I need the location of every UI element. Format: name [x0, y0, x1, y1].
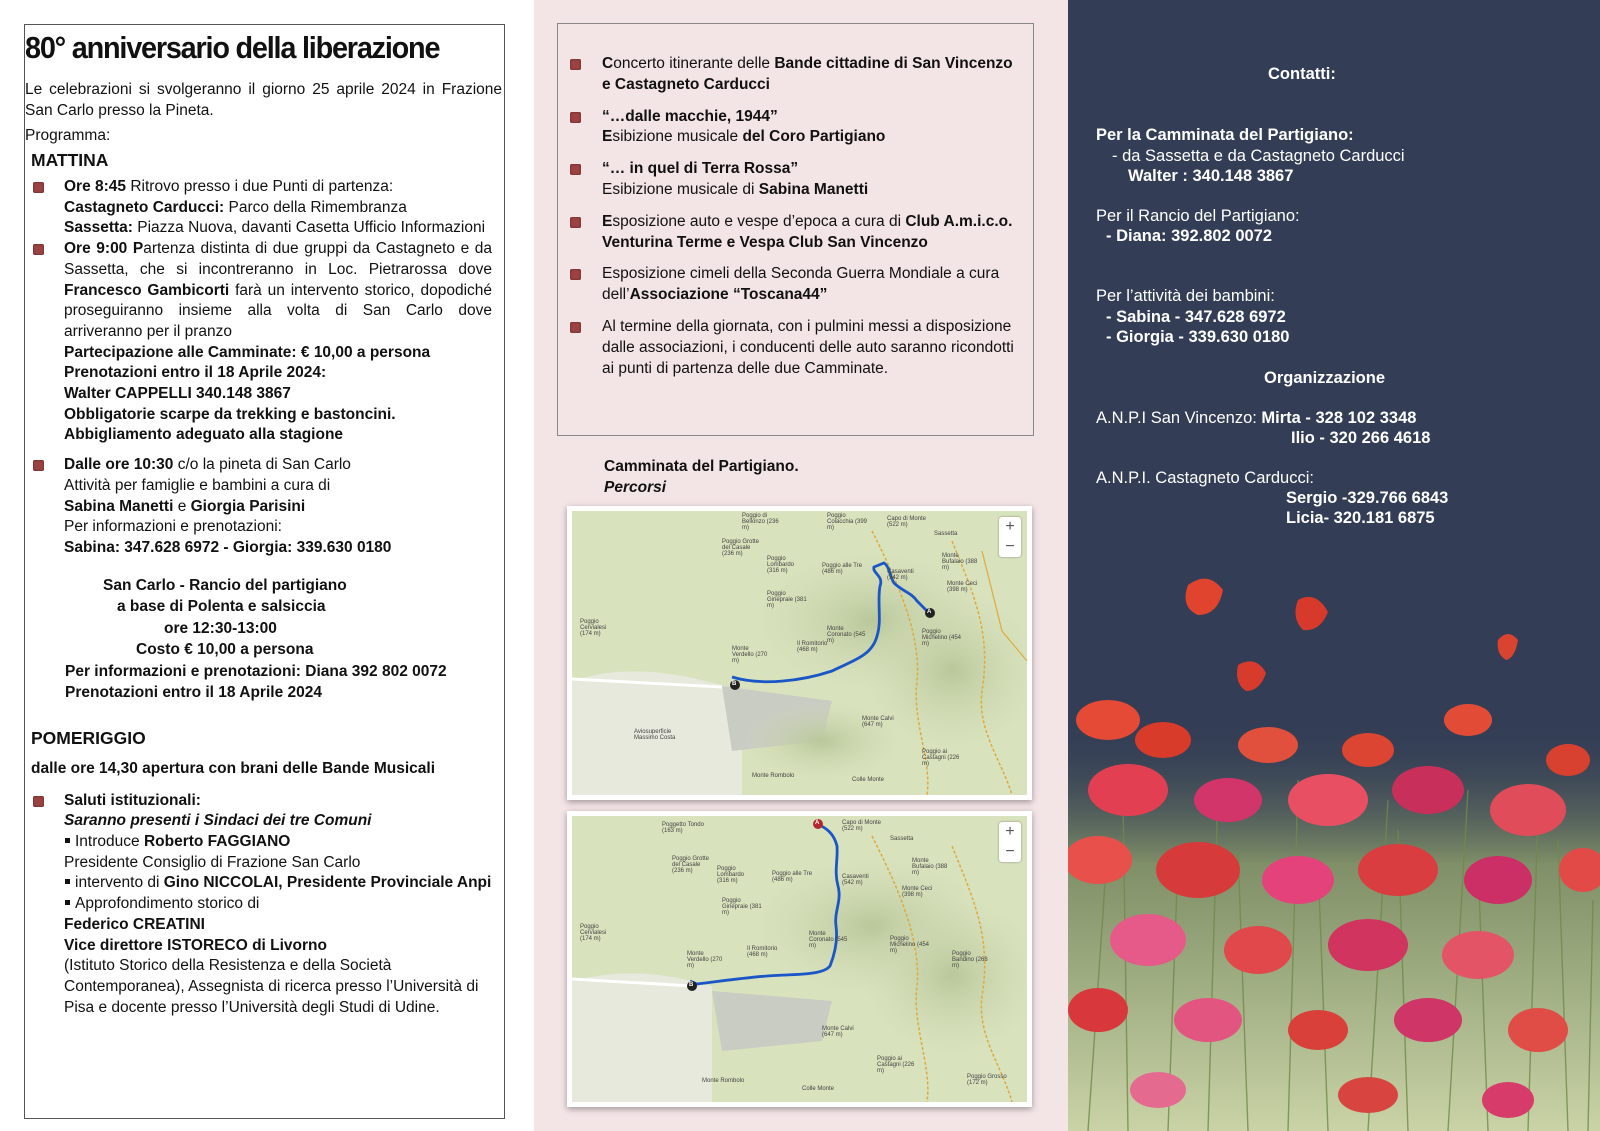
- map-label: Casaventi (542 m): [842, 874, 869, 886]
- percorsi-title: Camminata del Partigiano.: [604, 458, 799, 475]
- label: A.N.P.I San Vincenzo:: [1096, 409, 1262, 427]
- bold-text: Associazione “Toscana44”: [629, 286, 828, 304]
- square-bullet-icon: [65, 879, 70, 884]
- rancio-line: a base di Polenta e salsiccia: [117, 598, 326, 616]
- mattina-item-1: [25, 177, 504, 239]
- bullet-icon: [570, 269, 581, 280]
- events-box: [557, 23, 1034, 436]
- text: sposizione auto e vespe d’epoca a cura di: [612, 212, 906, 230]
- name: Gino NICCOLAI, Presidente Provinciale Anpi: [163, 874, 492, 892]
- description: (Istituto Storico della Resistenza e della Società Contemporanea), Assegnista di ricerca presso l’Università di Pisa e docente presso l’Università degli Studi di Udine.: [64, 957, 479, 1016]
- text: Approfondimento storico di: [75, 895, 260, 913]
- text: farà un intervento storico, dopodiché proseguiranno insieme alla volta di San Carlo dove arriveranno per il pranzo: [64, 281, 492, 340]
- map-label: Poggio Grotte del Casale (236 m): [722, 539, 760, 557]
- route-map-1[interactable]: [567, 506, 1032, 800]
- anpi-san-vincenzo: [1096, 408, 1416, 429]
- marker-b: B: [689, 982, 694, 988]
- text: Esibizione musicale di: [602, 180, 759, 198]
- map-label: Poggio Bandino (268 m): [952, 951, 988, 969]
- programma-label: Programma:: [25, 127, 111, 144]
- name: Sabina Manetti: [64, 497, 174, 515]
- contact-title: Per la Camminata del Partigiano:: [1096, 126, 1354, 144]
- contact-phone: - Sabina - 347.628 6972: [1106, 308, 1286, 326]
- map-label: Poggio Ginepraie (381 m): [722, 898, 762, 916]
- map-label: Colle Monte: [802, 1086, 835, 1092]
- phone: Mirta - 328 102 3348: [1261, 409, 1417, 427]
- mattina-heading: MATTINA: [31, 150, 109, 170]
- map-label: Casaventi (542 m): [887, 569, 914, 581]
- map-label: Monte Bufalaio (388 m): [942, 553, 978, 571]
- anpi-castagneto: A.N.P.I. Castagneto Carducci:: [1096, 469, 1314, 487]
- zoom-in-button[interactable]: +: [1005, 823, 1015, 840]
- name: Roberto FAGGIANO: [143, 833, 291, 851]
- name: Giorgia Parisini: [190, 497, 306, 515]
- bullet-icon: [33, 460, 44, 471]
- initial: E: [602, 128, 613, 146]
- bullet-icon: [570, 112, 581, 123]
- contact-phone: - Giorgia - 339.630 0180: [1106, 328, 1290, 346]
- mattina-item-3: [25, 455, 504, 559]
- bullet-icon: [570, 322, 581, 333]
- map-label: Monte Rombolo: [752, 773, 795, 779]
- presenti: Saranno presenti i Sindaci dei tre Comuni: [64, 812, 372, 830]
- place: Piazza Nuova, davanti Casetta Ufficio Informazioni: [132, 219, 486, 237]
- zoom-control: [999, 517, 1021, 557]
- contact-phone: Ilio - 320 266 4618: [1291, 429, 1431, 447]
- time: Dalle ore 10:30: [64, 456, 174, 474]
- map-label: Poggio Colacchia (399 m): [827, 513, 868, 531]
- map-label: Poggio Lombardo (316 m): [717, 866, 745, 884]
- map-label: Monte Verdello (270 m): [687, 951, 723, 969]
- zoom-in-button[interactable]: +: [1005, 518, 1015, 535]
- text: intervento di: [75, 874, 164, 892]
- bullet-icon: [570, 164, 581, 175]
- rancio-line: ore 12:30-13:00: [164, 619, 277, 637]
- text: Per informazioni e prenotazioni:: [64, 518, 282, 536]
- map-label: Poggio alle Tre (486 m): [772, 871, 813, 883]
- contact-line: - da Sassetta e da Castagneto Carducci: [1112, 147, 1405, 165]
- square-bullet-icon: [65, 900, 70, 905]
- map-label: Il Romitorio (468 m): [797, 641, 828, 653]
- rancio-line: Prenotazioni entro il 18 Aprile 2024: [65, 684, 322, 702]
- map-label: Monte Coronato (545 m): [809, 931, 848, 949]
- role: Presidente Consiglio di Frazione San Carlo: [64, 853, 361, 871]
- speaker-name: Francesco Gambicorti: [64, 281, 230, 299]
- map-label: Sassetta: [890, 836, 914, 842]
- event-item: [570, 54, 1015, 96]
- map-label: Monte Calvi (647 m): [822, 1026, 854, 1038]
- right-panel: [1068, 0, 1600, 1131]
- time: Ore 8:45: [64, 178, 127, 195]
- contact: Walter CAPPELLI 340.148 3867: [64, 385, 291, 403]
- pomeriggio-item: [25, 791, 504, 1019]
- contacts: Sabina: 347.628 6972 - Giorgia: 339.630 0180: [64, 538, 392, 556]
- contact-phone: Walter : 340.148 3867: [1128, 167, 1294, 185]
- event-item: [570, 159, 1015, 201]
- zoom-out-button[interactable]: −: [1005, 538, 1015, 555]
- map-label: Monte Calvi (647 m): [862, 716, 894, 728]
- map-label: Poggio ai Castagni (226 m): [922, 749, 960, 767]
- place-label: Sassetta:: [64, 219, 133, 237]
- map-label: Capo di Monte (522 m): [887, 516, 927, 528]
- event-item: [570, 212, 1015, 254]
- bold-text: Sabina Manetti: [758, 180, 869, 198]
- mattina-item-2: [25, 239, 504, 446]
- map-label: Sassetta: [934, 531, 958, 537]
- saluti: Saluti istituzionali:: [64, 791, 201, 809]
- middle-panel: [534, 0, 1068, 1131]
- contatti-heading: Contatti:: [1268, 65, 1336, 83]
- map-label: Aviosuperficie Massimo Costa: [634, 729, 676, 741]
- map-label: Poggio alle Tre (486 m): [822, 563, 863, 575]
- bullet-icon: [33, 182, 44, 193]
- percorsi-subtitle: Percorsi: [604, 479, 667, 496]
- map-label: Poggio Cervialesi (174 m): [580, 924, 607, 942]
- role: Vice direttore ISTORECO di Livorno: [64, 936, 327, 954]
- bold-text: del Coro Partigiano: [742, 128, 886, 146]
- note: Abbigliamento adeguato alla stagione: [64, 426, 344, 444]
- text: Attività per famiglie e bambini a cura di: [64, 476, 331, 494]
- map-label: Il Romitorio (468 m): [747, 946, 778, 958]
- map-label: Monte Rombolo: [702, 1078, 745, 1084]
- name: Federico CREATINI: [64, 915, 205, 933]
- map-label: Monte Ceci (398 m): [902, 886, 933, 898]
- main-title: 80° anniversario della liberazione: [25, 30, 440, 65]
- zoom-out-button[interactable]: −: [1005, 843, 1015, 860]
- rancio-line: Per informazioni e prenotazioni: Diana 392 802 0072: [65, 662, 447, 680]
- zoom-control: [999, 822, 1021, 862]
- square-bullet-icon: [65, 838, 70, 843]
- marker-a: A: [815, 820, 820, 826]
- map-label: Poggio Cervialesi (174 m): [580, 619, 607, 637]
- initial: C: [602, 55, 614, 72]
- pomeriggio-line: dalle ore 14,30 apertura con brani delle Bande Musicali: [31, 759, 436, 777]
- contact-title: Per l’attività dei bambini:: [1096, 287, 1275, 305]
- contact-title: Per il Rancio del Partigiano:: [1096, 207, 1300, 225]
- contact-phone: Sergio -329.766 6843: [1286, 489, 1449, 507]
- text: Introduce: [75, 833, 144, 851]
- contact-phone: Licia- 320.181 6875: [1286, 509, 1435, 527]
- map-label: Poggio Grosso (172 m): [967, 1074, 1007, 1086]
- text: oncerto itinerante delle: [613, 55, 775, 72]
- place-label: Castagneto Carducci:: [64, 198, 225, 216]
- organizzazione-heading: Organizzazione: [1264, 369, 1386, 387]
- map-label: Monte Bufalaio (388 m): [912, 858, 948, 876]
- pomeriggio-heading: POMERIGGIO: [31, 727, 146, 748]
- event-item: [570, 107, 1015, 149]
- text: sibizione musicale: [612, 128, 743, 146]
- map-label: Monte Ceci (398 m): [947, 581, 978, 593]
- marker-a: A: [927, 609, 932, 615]
- percorsi-caption: [604, 456, 799, 498]
- place: Parco della Rimembranza: [224, 198, 407, 216]
- text: Ritrovo presso i due Punti di partenza:: [126, 178, 394, 195]
- and: e: [173, 497, 191, 515]
- map-label: Poggio di Bellonzo (236 m): [742, 513, 779, 531]
- bold-text: Club A.m.i.c.o. Venturina Terme e Vespa Club San Vincenzo: [602, 212, 1013, 251]
- map-label: Poggio Michelino (454 m): [890, 936, 930, 954]
- bold-text: Bande cittadine di San Vincenzo e Castagneto Carducci: [602, 55, 1013, 93]
- map-label: Poggio Lombardo (316 m): [767, 556, 795, 574]
- rancio-line: Costo € 10,00 a persona: [136, 641, 314, 659]
- left-panel: [24, 24, 505, 1119]
- price: Partecipazione alle Camminate: € 10,00 a persona: [64, 343, 431, 361]
- map-label: Monte Verdello (270 m): [732, 646, 768, 664]
- text: Esposizione cimeli della Seconda Guerra Mondiale a cura dell’: [602, 265, 1000, 304]
- bold-text: “…dalle macchie, 1944”: [602, 107, 778, 125]
- bullet-icon: [570, 217, 581, 228]
- bullet-icon: [33, 244, 44, 255]
- time: Ore 9:00 P: [64, 240, 144, 258]
- map-label: Poggio Michelino (454 m): [922, 629, 962, 647]
- booking: Prenotazioni entro il 18 Aprile 2024:: [64, 364, 327, 382]
- route-map-2[interactable]: [567, 811, 1032, 1107]
- text: Al termine della giornata, con i pulmini messi a disposizione dalle associazioni, i conducenti delle auto saranno ricondotti ai punti di partenza delle due Camminate.: [602, 317, 1014, 377]
- rancio-line: San Carlo - Rancio del partigiano: [103, 576, 347, 594]
- text: artenza distinta di due gruppi da Castagneto e da Sassetta, che si incontreranno in Loc. Pietrarossa dove: [64, 240, 492, 278]
- map-label: Poggio Grotte del Casale (236 m): [672, 856, 710, 874]
- initial: E: [602, 212, 613, 230]
- map-label: Poggetto Tondo (163 m): [662, 822, 704, 834]
- event-item: [570, 317, 1015, 379]
- bullet-icon: [33, 796, 44, 807]
- rancio-block: [25, 575, 504, 704]
- event-item: [570, 264, 1015, 306]
- note: Obbligatorie scarpe da trekking e bastoncini.: [64, 405, 396, 423]
- map-label: Colle Monte: [852, 777, 885, 783]
- contact-phone: - Diana: 392.802 0072: [1106, 227, 1273, 245]
- bullet-icon: [570, 59, 581, 70]
- marker-b: B: [732, 681, 737, 687]
- map-label: Poggio ai Castagni (226 m): [877, 1056, 915, 1074]
- map-label: Capo di Monte (522 m): [842, 820, 882, 832]
- text: c/o la pineta di San Carlo: [173, 456, 351, 474]
- map-label: Monte Coronato (545 m): [827, 626, 866, 644]
- bold-text: “… in quel di Terra Rossa”: [602, 160, 799, 178]
- map-label: Poggio Ginepraie (381 m): [767, 591, 807, 609]
- intro-text: Le celebrazioni si svolgeranno il giorno 25 aprile 2024 in Frazione San Carlo presso la Pineta.: [25, 81, 502, 119]
